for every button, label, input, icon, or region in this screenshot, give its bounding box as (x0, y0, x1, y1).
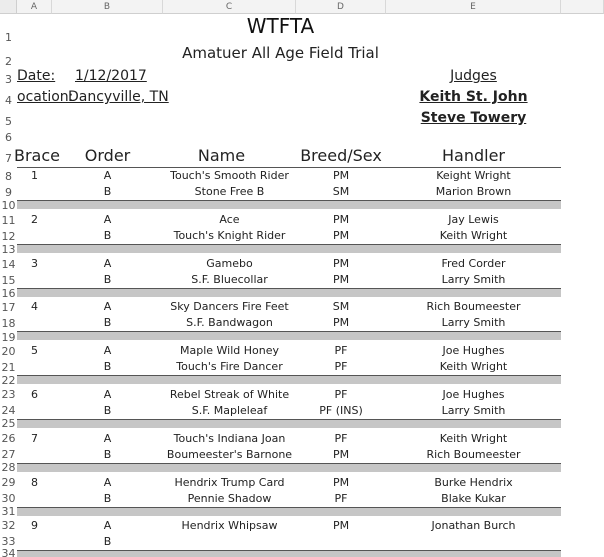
entry-breed[interactable]: SM (332, 185, 350, 198)
brace-number[interactable]: 4 (31, 300, 38, 314)
row-header-22[interactable]: 22 (1, 374, 16, 387)
location-value[interactable]: Dancyville, TN (68, 89, 169, 105)
entry-name[interactable]: Stone Free B (194, 185, 265, 198)
column-header-e[interactable]: E (386, 0, 561, 14)
row-header-33[interactable]: 33 (1, 535, 16, 548)
entry-handler[interactable]: Blake Kukar (441, 491, 506, 505)
location-label[interactable]: ocation: (17, 89, 74, 105)
brace-separator-row (17, 419, 561, 428)
entry-handler[interactable]: Jay Lewis (448, 212, 499, 226)
order-header[interactable]: Order (84, 146, 131, 165)
row-header-31[interactable]: 31 (1, 505, 16, 518)
row-header-1[interactable]: 1 (5, 31, 12, 44)
row-header-2[interactable]: 2 (5, 55, 12, 68)
entry-handler[interactable]: Fred Corder (441, 256, 506, 270)
row-header-32[interactable]: 32 (1, 519, 16, 532)
column-header-d[interactable]: D (296, 0, 386, 14)
entry-name[interactable]: S.F. Bandwagon (186, 316, 273, 330)
row-header-9[interactable]: 9 (5, 186, 12, 199)
handler-header[interactable]: Handler (442, 146, 505, 165)
row-header-3[interactable]: 3 (5, 73, 12, 86)
sheet-title[interactable]: WTFTA (246, 14, 315, 38)
row-header-11[interactable]: 11 (1, 214, 16, 227)
entry-handler[interactable]: Larry Smith (441, 316, 506, 330)
brace-number[interactable]: 1 (31, 169, 38, 182)
entry-breed[interactable]: PF (334, 344, 348, 358)
row-header-26[interactable]: 26 (1, 432, 16, 445)
brace-header[interactable]: Brace (14, 146, 60, 165)
brace-number[interactable]: 6 (31, 388, 38, 401)
entry-order[interactable]: B (103, 316, 112, 330)
entry-breed[interactable]: PM (332, 316, 350, 330)
entry-order[interactable]: A (103, 431, 112, 445)
row-header-29[interactable]: 29 (1, 476, 16, 489)
row-header-10[interactable]: 10 (1, 199, 16, 212)
row-header-4[interactable]: 4 (5, 94, 12, 107)
row-header-18[interactable]: 18 (1, 317, 16, 330)
brace-number[interactable]: 2 (31, 212, 38, 226)
entry-breed[interactable]: PF (334, 491, 348, 505)
entry-order[interactable]: A (103, 212, 112, 226)
judge-1[interactable]: Keith St. John (419, 89, 528, 105)
judges-label[interactable]: Judges (450, 68, 497, 84)
row-header-17[interactable]: 17 (1, 301, 16, 314)
breed-header[interactable]: Breed/Sex (300, 146, 382, 165)
brace-number[interactable]: 9 (31, 519, 38, 533)
brace-number[interactable]: 3 (31, 256, 38, 270)
entry-name[interactable]: Touch's Indiana Joan (173, 431, 286, 445)
row-header-19[interactable]: 19 (1, 331, 16, 344)
entry-breed[interactable]: PF (334, 388, 348, 401)
row-header-23[interactable]: 23 (1, 388, 16, 401)
entry-handler[interactable]: Jonathan Burch (431, 519, 516, 533)
entry-order[interactable]: A (103, 169, 112, 182)
brace-separator-row (17, 288, 561, 297)
entry-handler[interactable]: Keith Wright (439, 431, 508, 445)
entry-name[interactable]: Gamebo (206, 256, 253, 270)
entry-order[interactable]: B (103, 228, 112, 242)
entry-handler[interactable]: Keith Wright (439, 360, 508, 374)
entry-order[interactable]: A (103, 344, 112, 358)
header-underline (17, 167, 561, 168)
entry-handler[interactable]: Marion Brown (435, 185, 512, 198)
entry-breed[interactable]: PM (332, 272, 350, 286)
brace-number[interactable]: 8 (31, 475, 38, 489)
entry-handler[interactable]: Burke Hendrix (434, 475, 513, 489)
entry-breed[interactable]: PM (332, 228, 350, 242)
entry-order[interactable]: B (103, 447, 112, 461)
entry-order[interactable]: B (103, 491, 112, 505)
entry-name[interactable]: Touch's Knight Rider (173, 228, 286, 242)
entry-order[interactable]: A (103, 475, 112, 489)
entry-order[interactable]: B (103, 185, 112, 198)
entry-handler[interactable]: Rich Boumeester (426, 447, 521, 461)
entry-breed[interactable]: PM (332, 519, 350, 533)
entry-handler[interactable]: Keight Wright (436, 169, 511, 182)
brace-separator-row (17, 244, 561, 253)
entry-name[interactable]: Boumeester's Barnone (166, 447, 293, 461)
entry-name[interactable]: Ace (219, 212, 240, 226)
entry-order[interactable]: B (103, 404, 112, 417)
column-header-filler (561, 0, 604, 14)
entry-name[interactable]: Touch's Fire Dancer (176, 360, 283, 374)
entry-breed[interactable]: PF (334, 360, 348, 374)
column-header-a[interactable]: A (17, 0, 52, 14)
row-header-21[interactable]: 21 (1, 361, 16, 374)
entry-handler[interactable]: Rich Boumeester (426, 300, 521, 314)
column-header-c[interactable]: C (163, 0, 296, 14)
entry-handler[interactable]: Larry Smith (441, 272, 506, 286)
row-header-15[interactable]: 15 (1, 274, 16, 287)
date-value[interactable]: 1/12/2017 (75, 68, 147, 84)
row-header-30[interactable]: 30 (1, 492, 16, 505)
row-header-25[interactable]: 25 (1, 417, 16, 430)
row-header-13[interactable]: 13 (1, 243, 16, 256)
entry-order[interactable]: A (103, 256, 112, 270)
entry-breed[interactable]: PM (332, 169, 350, 182)
entry-name[interactable]: Touch's Smooth Rider (170, 169, 289, 182)
entry-order[interactable]: B (103, 272, 112, 286)
brace-separator-row (17, 331, 561, 340)
judge-2[interactable]: Steve Towery (420, 110, 527, 126)
row-header-34[interactable]: 34 (1, 547, 16, 557)
row-header-27[interactable]: 27 (1, 448, 16, 461)
unused-column-area (561, 14, 604, 557)
entry-breed[interactable]: PF (INS) (319, 404, 363, 417)
row-header-6[interactable]: 6 (5, 131, 12, 144)
entry-order[interactable]: B (103, 535, 112, 549)
brace-separator-row (17, 550, 561, 557)
column-header-b[interactable]: B (52, 0, 163, 14)
brace-separator-row (17, 463, 561, 472)
brace-number[interactable]: 7 (31, 431, 38, 445)
row-header-24[interactable]: 24 (1, 404, 16, 417)
row-header-28[interactable]: 28 (1, 461, 16, 474)
row-header-8[interactable]: 8 (5, 170, 12, 183)
entry-breed[interactable]: PM (332, 212, 350, 226)
entry-order[interactable]: A (103, 519, 112, 533)
row-header-16[interactable]: 16 (1, 287, 16, 300)
entry-order[interactable]: B (103, 360, 112, 374)
entry-name[interactable]: Maple Wild Honey (179, 344, 279, 358)
entry-name[interactable]: Hendrix Trump Card (174, 475, 285, 489)
entry-handler[interactable]: Keith Wright (439, 228, 508, 242)
row-header-20[interactable]: 20 (1, 345, 16, 358)
entry-handler[interactable]: Joe Hughes (442, 388, 505, 401)
entry-name[interactable]: Hendrix Whipsaw (181, 519, 278, 533)
brace-separator-row (17, 200, 561, 209)
entry-name[interactable]: Sky Dancers Fire Feet (170, 300, 289, 314)
entry-name[interactable]: Pennie Shadow (187, 491, 272, 505)
row-header-14[interactable]: 14 (1, 258, 16, 271)
brace-separator-row (17, 375, 561, 384)
entry-handler[interactable]: Joe Hughes (442, 344, 505, 358)
entry-breed[interactable]: SM (332, 300, 350, 314)
name-header[interactable]: Name (197, 146, 246, 165)
entry-handler[interactable]: Larry Smith (441, 404, 506, 417)
entry-name[interactable]: S.F. Bluecollar (191, 272, 268, 286)
row-header-7[interactable]: 7 (5, 152, 12, 165)
entry-order[interactable]: A (103, 388, 112, 401)
row-header-5[interactable]: 5 (5, 115, 12, 128)
sheet-subtitle[interactable]: Amatuer All Age Field Trial (182, 44, 379, 62)
select-all-corner[interactable] (0, 0, 17, 14)
row-header-12[interactable]: 12 (1, 230, 16, 243)
entry-name[interactable]: S.F. Mapleleaf (191, 404, 268, 417)
entry-breed[interactable]: PM (332, 256, 350, 270)
entry-breed[interactable]: PM (332, 475, 350, 489)
date-label[interactable]: Date: (17, 68, 56, 84)
brace-number[interactable]: 5 (31, 344, 38, 358)
brace-separator-row (17, 507, 561, 516)
entry-order[interactable]: A (103, 300, 112, 314)
entry-breed[interactable]: PF (334, 431, 348, 445)
entry-name[interactable]: Rebel Streak of White (169, 388, 290, 401)
entry-breed[interactable]: PM (332, 447, 350, 461)
